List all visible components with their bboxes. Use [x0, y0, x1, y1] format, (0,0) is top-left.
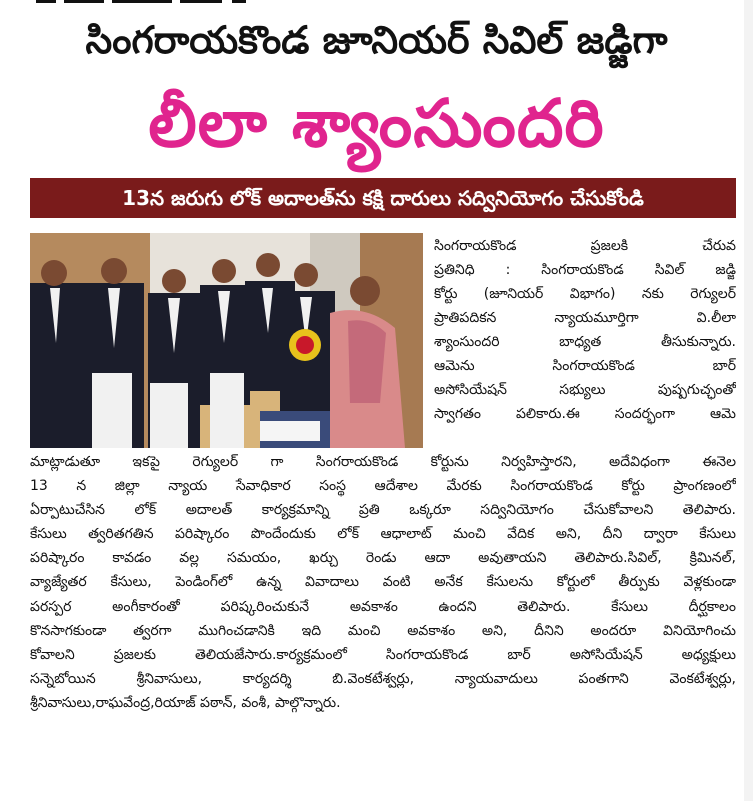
article-line: ప్రతినిధి : సింగరాయకొండ సివిల్ జడ్జి	[434, 262, 736, 278]
article-line: శ్రీనివాసులు,రాఘవేంద్ర,రియాజ్ పఠాన్, వంశీ, పాల్గొన్నారు.	[30, 694, 341, 711]
article-line: ఏర్పాటుచేసిన లోక్ అదాలత్ కార్యక్రమాన్ని ప్రతి ఒక్కరూ సద్వినియోగం చేసుకోవాలని తెలిపారు.	[30, 502, 736, 519]
news-photo	[30, 233, 423, 448]
page-edge	[744, 0, 753, 801]
article-line: శ్యాంసుందరి బాధ్యత తీసుకున్నారు.	[434, 334, 736, 350]
article-line: కోర్టు (జూనియర్ విభాగం) నకు రెగ్యులర్	[434, 286, 736, 302]
article-line: మాట్లాడుతూ ఇకపై రెగ్యులర్ గా సింగరాయకొండ కోర్టును నిర్వహిస్తారని, అదేవిధంగా ఈనెల	[30, 454, 736, 470]
article-body	[30, 450, 736, 715]
article-column	[434, 234, 736, 426]
article-line: కొనసాగకుండా త్వరగా ముగించడానికి ఇది మంచి అవకాశం అని, దీనిని అందరూ వినియోగించు	[30, 622, 736, 639]
article-line: వ్యాజ్యేతర కేసులు, పెండింగ్‌లో ఉన్న వివాదాలు వంటి అనేక కేసులను కోర్టులో తీర్పుకు వెళ్లకుండా	[30, 574, 736, 591]
article-line: 13 న జిల్లా న్యాయ సేవాధికార సంస్థ ఆదేశాల మేరకు సింగరాయకొండ కోర్టు ప్రాంగణంలో	[30, 478, 736, 495]
article-line: స్వాగతం పలికారు.ఈ సందర్భంగా ఆమె	[434, 406, 736, 422]
article-line: సింగరాయకొండ ప్రజలకి చేరువ	[434, 238, 736, 254]
article-line: ప్రాతిపదికన న్యాయమూర్తిగా వి.లీలా	[434, 310, 736, 326]
article-line: కోవాలని ప్రజలకు తెలియజేసారు.కార్యక్రమంలో సింగరాయకొండ బార్ అసోసియేషన్ అధ్యక్షులు	[30, 646, 736, 663]
subheadline-banner: 13న జరుగు లోక్ అదాలత్‌ను కక్షి దారులు సద్వినియోగం చేసుకోండి	[30, 178, 736, 218]
article-line: పరస్పర అంగీకారంతో పరిష్కరించుకునే అవకాశం ఉందని తెలిపారు. కేసులు దీర్ఘకాలం	[30, 598, 736, 615]
photo-group-icon	[30, 233, 423, 448]
article-line: కేసులు త్వరితగతిన పరిష్కారం పొందేందుకు లోక్ ఆధాలాట్ మంచి వేదిక అని, దీని ద్వారా కేసులు	[30, 526, 736, 543]
headline-line1: సింగరాయకొండ జూనియర్ సివిల్ జడ్జిగా	[85, 18, 668, 62]
article-line: పరిష్కారం కావడం వల్ల సమయం, ఖర్చు రెండు ఆదా అవుతాయని తెలిపారు.సివిల్, క్రిమినల్,	[30, 550, 736, 567]
clipped-previous-headline	[0, 0, 753, 6]
headline-line2: లీలా శ్యాంసుందరి	[148, 85, 605, 162]
article-line: ఆమెను సింగరాయకొండ బార్	[434, 358, 736, 374]
article-line: సన్నెబోయిన శ్రీనివాసులు, కార్యదర్శి బి.వెంకటేశ్వర్లు, న్యాయవాదులు పంతగాని వెంకటేశ్వర్లు,	[30, 670, 736, 687]
article-line: అసోసియేషన్ సభ్యులు పుష్పగుచ్ఛంతో	[434, 382, 736, 398]
